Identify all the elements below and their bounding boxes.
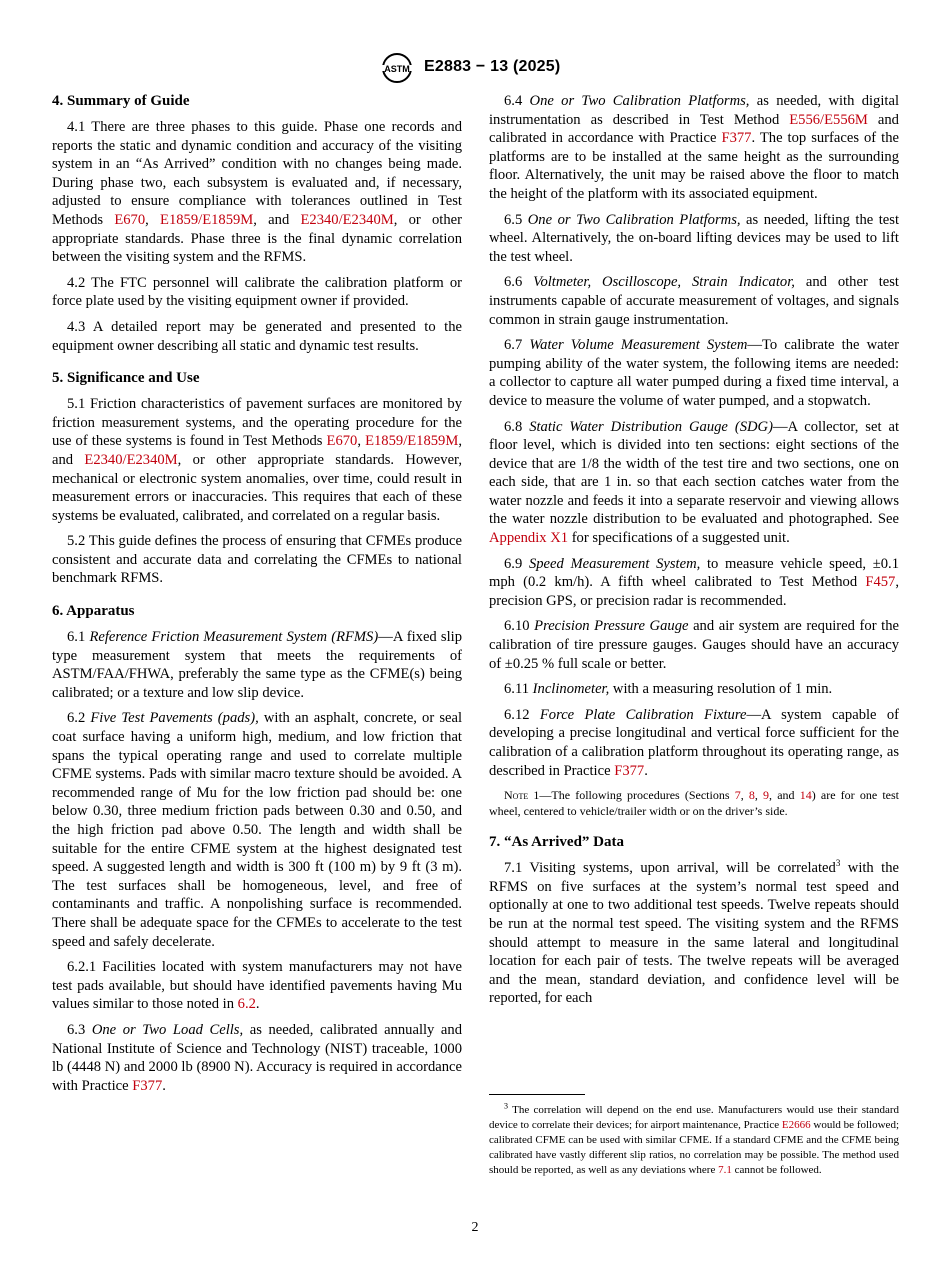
link-e1859[interactable]: E1859/E1859M [160, 211, 254, 228]
paragraph-6-5: 6.5 One or Two Calibration Platforms, as needed, lifting the test wheel. Alternatively, the on-board lifting devices may be used to lift the test wheel. [489, 211, 900, 265]
link-e2666[interactable]: E2666 [781, 1119, 811, 1131]
paragraph-6-4: 6.4 One or Two Calibration Platforms, as needed, with digital instrumentation as described in Test Method E556/E556M and calibrated in accordance with Practice F377. The top surfaces of the platforms are to be installed at the same height as the surrounding floor. Alternatively, the unit may be raised above the floor to match the height of the platform with its associated equipment. [489, 93, 899, 202]
paragraph-6-1: 6.1 Reference Friction Measurement System (RFMS)—A fixed slip type measurement system that meets the requirements of ASTM/FAA/FHWA, preferably the same type as the CFME(s) being calibrated; or a texture and low slip device. [52, 629, 463, 701]
footnote-divider [489, 1094, 585, 1095]
link-e670[interactable]: E670 [326, 433, 358, 450]
link-section-8[interactable]: 8 [748, 788, 755, 803]
link-f377[interactable]: F377 [721, 130, 752, 147]
section-heading: 5. Significance and Use [52, 370, 200, 387]
paragraph-6-6: 6.6 Voltmeter, Oscilloscope, Strain Indicator, and other test instruments capable of accurate measurement of voltages, and signals common in strain gauge instrumentation. [489, 274, 899, 328]
link-section-14[interactable]: 14 [799, 788, 812, 803]
footnote-ref[interactable]: 3 [835, 858, 841, 869]
page-number: 2 [471, 1220, 479, 1235]
link-section-9[interactable]: 9 [763, 788, 770, 803]
page-header [0, 52, 950, 86]
paragraph-6-2: 6.2 Five Test Pavements (pads), with an asphalt, concrete, or seal coat surface having a uniform high, medium, and low friction that spans the typical operating range and used to correlate multiple CFME systems. Pads with similar macro texture should be avoided. A recommended range of Mu for the low friction pad should be: one below 0.30, three medium friction pads between 0.30 and 0.50, and the high friction pad above 0.50. The length and width shall be suitable for the entire CFME system at the highest designated test speed. A suggested length and width is 300 ft (100 m) by 9 ft (3 m). The test surfaces shall be homogeneous, level, and free of contaminants and traffic. A nonpolishing surface is recommended. There shall be adequate space for the CFMEs to accelerate to the test speed and safely decelerate. [52, 710, 463, 950]
link-section-7[interactable]: 7 [734, 788, 741, 803]
link-e1859[interactable]: E1859/E1859M [365, 433, 459, 450]
link-e2340[interactable]: E2340/E2340M [84, 451, 178, 468]
paragraph-6-3: 6.3 One or Two Load Cells, as needed, calibrated annually and National Institute of Science and Technology (NIST) traceable, 1000 lb (4448 N) and 2000 lb (8900 N). Accuracy is required in accordance with Practice F377. [52, 1021, 462, 1094]
standard-designation: E2883 − 13 (2025) [424, 58, 561, 75]
paragraph-6-12: 6.12 Force Plate Calibration Fixture—A system capable of developing a precise longitudinal and vertical force sufficient for the calibration of a calibration platform throughout its operating range, as described in Practice F377. [489, 706, 899, 779]
link-e670[interactable]: E670 [114, 211, 146, 228]
paragraph-6-7: 6.7 Water Volume Measurement System—To calibrate the water pumping ability of the water system, the following items are needed: a collector to capture all water pumped during a fixed time interval, a device to measure the volume of water pumped, and a stopwatch. [489, 337, 899, 409]
paragraph-6-2-1: 6.2.1 Facilities located with system manufacturers may not have test pads available, but should have identified pavements having Mu values similar to those noted in 6.2. [52, 959, 462, 1013]
note-1: Note 1—The following procedures (Sections 7, 8, 9, and 14) are for one test wheel, centered to vehicle/trailer width or on the driver’s side. [489, 788, 900, 819]
section-heading: 7. “As Arrived” Data [489, 834, 624, 851]
paragraph-6-11: 6.11 Inclinometer, with a measuring resolution of 1 min. [504, 681, 833, 698]
section-heading: 4. Summary of Guide [52, 93, 190, 109]
link-e2340[interactable]: E2340/E2340M [300, 211, 394, 228]
paragraph-6-8: 6.8 Static Water Distribution Gauge (SDG)—A collector, set at floor level, which is divided into ten sections: eight sections of the device that are 1/8 the width of the test tire and two sections, one on each side, that are 1 in. so that each section catches water from the water nozzle and feeds it into a separate reservoir and viewing allows the water nozzle distribution to be evaluated and photographed. See Appendix X1 for specifications of a suggested unit. [489, 418, 900, 547]
paragraph-5-2: 5.2 This guide defines the process of ensuring that CFMEs produce consistent and accurate data and correlating the CFMEs to national benchmark RFMS. [52, 533, 462, 587]
paragraph-4-1: 4.1 There are three phases to this guide. Phase one records and reports the static and dynamic condition and accuracy of the visiting system in an “As Arrived” condition with no changes being made. During phase two, each subsystem is evaluated and, if necessary, adjusted to ensure compliance with tolerances outlined in Test Methods E670, E1859/E1859M, and E2340/E2340M, or other appropriate standards. Phase three is the final dynamic correlation between the visiting system and the RFMS. [52, 119, 462, 266]
section-heading: 6. Apparatus [52, 603, 135, 620]
footnote-3: $^3$ The correlation will depend on the end use. Manufacturers would use their standard device to correlate their devices; for airport maintenance, Practice E2666 would be followed; calibrated CFME can be used with similar CFME. If a standard CFME and the CFME being calibrated have vastly different slip ratios, no correlation may be possible. The method used should be reported, as well as any deviations where 7.1 cannot be followed. [489, 1101, 899, 1176]
left-column [52, 92, 462, 1102]
link-6-2[interactable]: 6.2 [237, 996, 256, 1013]
paragraph-4-3: 4.3 A detailed report may be generated and presented to the equipment owner describing all static and dynamic test results. [52, 318, 462, 354]
paragraph-6-10: 6.10 Precision Pressure Gauge and air system are required for the calibration of tire pressure gauges. Gauges should have an accuracy of ±0.25 % full scale or better. [489, 618, 899, 672]
paragraph-7-1: 7.1 Visiting systems, upon arrival, will be correlated$^3$ with the RFMS on five surfaces at the system’s normal test speed and optionally at one to two additional test speeds. Twelve repeats should be run at the normal test speed. The visiting system and the RFMS should attempt to measure in the same lateral and longitudinal location for each pair of tests. The twelve repeats will be averaged and the mean, standard deviation, and confidence level will be reported, for each [489, 858, 900, 1007]
link-f377[interactable]: F377 [614, 762, 645, 779]
link-f457[interactable]: F457 [865, 574, 896, 591]
right-column [489, 92, 899, 1015]
paragraph-6-9: 6.9 Speed Measurement System, to measure vehicle speed, ±0.1 mph (0.2 km/h). A fifth wheel calibrated to Test Method F457, precision GPS, or precision radar is recommended. [489, 555, 899, 609]
svg-text:ASTM: ASTM [384, 64, 410, 74]
astm-logo-icon [380, 52, 414, 84]
link-7-1[interactable]: 7.1 [718, 1164, 732, 1176]
paragraph-4-2: 4.2 The FTC personnel will calibrate the calibration platform or force plate used by the visiting equipment owner if provided. [52, 274, 462, 310]
paragraph-5-1: 5.1 Friction characteristics of pavement surfaces are monitored by friction measurement systems, and the operating procedure for the use of these systems is found in Test Methods E670, E1859/E1859M, and E2340/E2340M, or other appropriate standards. However, mechanical or electronic system anomalies, over time, could result in measurement errors or inaccuracies. This requires that each of these systems be evaluated, calibrated, and correlated on a regular basis. [52, 396, 462, 524]
link-appendix-x1[interactable]: Appendix X1 [489, 530, 569, 547]
link-f377[interactable]: F377 [132, 1077, 163, 1094]
link-e556[interactable]: E556/E556M [789, 111, 868, 128]
